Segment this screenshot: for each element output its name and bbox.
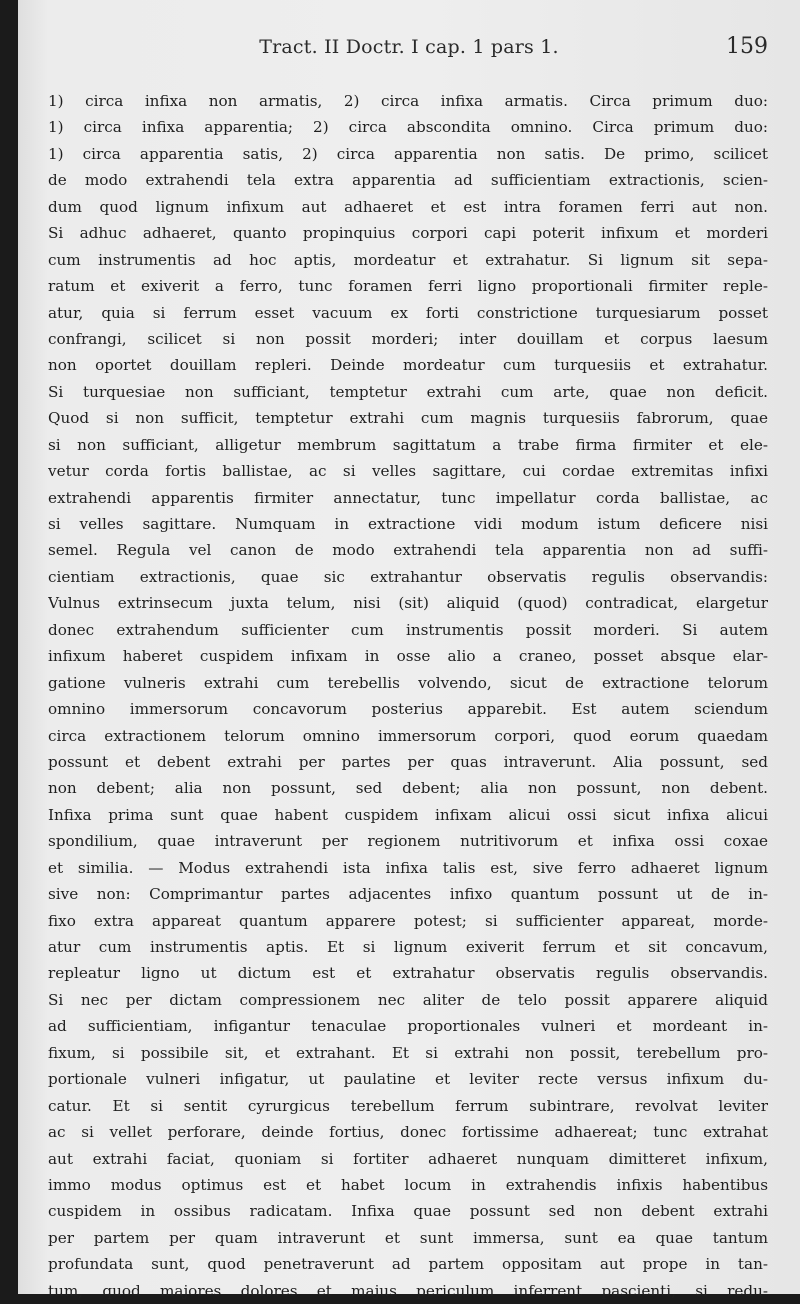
text-line: fixum, si possibile sit, et extrahant. Et si extrahi non possit, terebellum pro-: [48, 1043, 768, 1062]
text-line: profundata sunt, quod penetraverunt ad partem oppositam aut prope in tan-: [48, 1255, 768, 1274]
text-line: non debent; alia non possunt, sed debent; alia non possunt, non debent.: [48, 779, 768, 798]
text-line: fixo extra appareat quantum apparere potest; si sufficienter appareat, morde-: [48, 911, 768, 930]
text-line: extrahendi apparentis firmiter annectatur, tunc impellatur corda ballistae, ac: [48, 488, 768, 507]
text-line: infixum haberet cuspidem infixam in osse alio a craneo, posset absque elar-: [48, 647, 768, 666]
text-line: Si turquesiae non sufficiant, temptetur extrahi cum arte, quae non deficit.: [48, 382, 768, 401]
text-line: cuspidem in ossibus radicatam. Infixa quae possunt sed non debent extrahi: [48, 1202, 768, 1221]
text-line: portionale vulneri infigatur, ut paulatine et leviter recte versus infixum du-: [48, 1070, 768, 1089]
text-line: Quod si non sufficit, temptetur extrahi cum magnis turquesiis fabrorum, quae: [48, 409, 768, 428]
text-line: atur, quia si ferrum esset vacuum ex forti constrictione turquesiarum posset: [48, 303, 768, 322]
text-line: ac si vellet perforare, deinde fortius, donec fortissime adhaereat; tunc extrahat: [48, 1123, 768, 1142]
text-line: Si nec per dictam compressionem nec aliter de telo possit apparere aliquid: [48, 990, 768, 1009]
body-text: [48, 88, 768, 1304]
running-head: Tract. II Doctr. I cap. 1 pars 1.: [259, 36, 559, 58]
text-line: confrangi, scilicet si non possit morderi; inter douillam et corpus laesum: [48, 329, 768, 348]
text-line: ad sufficientiam, infigantur tenaculae proportionales vulneri et mordeant in-: [48, 1017, 768, 1036]
page-header: [18, 30, 800, 70]
text-line: 1) circa infixa apparentia; 2) circa abscondita omnino. Circa primum duo:: [48, 118, 768, 137]
text-line: catur. Et si sentit cyrurgicus terebellum ferrum subintrare, revolvat leviter: [48, 1096, 768, 1115]
text-line: si velles sagittare. Numquam in extractione vidi modum istum deficere nisi: [48, 515, 768, 533]
text-line: immo modus optimus est et habet locum in extrahendis infixis habentibus: [48, 1175, 768, 1194]
text-line: donec extrahendum sufficienter cum instrumentis possit morderi. Si autem: [48, 620, 768, 639]
text-line: Si adhuc adhaeret, quanto propinquius corpori capi poterit infixum et morderi: [48, 224, 768, 243]
text-line: cientiam extractionis, quae sic extrahantur observatis regulis observandis:: [48, 567, 768, 586]
text-line: vetur corda fortis ballistae, ac si velles sagittare, cui cordae extremitas infixi: [48, 462, 768, 481]
text-line: spondilium, quae intraverunt per regionem nutritivorum et infixa ossi coxae: [48, 832, 768, 851]
page-number: 159: [726, 34, 768, 59]
text-line: et similia. — Modus extrahendi ista infixa talis est, sive ferro adhaeret lignum: [48, 858, 768, 877]
text-line: possunt et debent extrahi per partes per quas intraverunt. Alia possunt, sed: [48, 752, 768, 771]
text-line: aut extrahi faciat, quoniam si fortiter adhaeret nunquam dimitteret infixum,: [48, 1149, 768, 1168]
text-line: 1) circa apparentia satis, 2) circa apparentia non satis. De primo, scilicet: [48, 144, 768, 163]
text-line: circa extractionem telorum omnino immersorum corpori, quod eorum quaedam: [48, 726, 768, 745]
text-line: Infixa prima sunt quae habent cuspidem infixam alicui ossi sicut infixa alicui: [48, 805, 768, 824]
text-line: tum, quod majores dolores et majus periculum inferrent pascienti, si redu-: [48, 1281, 768, 1300]
text-line: gatione vulneris extrahi cum terebellis volvendo, sicut de extractione telorum: [48, 673, 768, 692]
text-line: ratum et exiverit a ferro, tunc foramen ferri ligno proportionali firmiter reple-: [48, 277, 768, 296]
text-line: de modo extrahendi tela extra apparentia ad sufficientiam extractionis, scien-: [48, 171, 768, 190]
text-line: dum quod lignum infixum aut adhaeret et est intra foramen ferri aut non.: [48, 197, 768, 216]
text-line: sive non: Comprimantur partes adjacentes infixo quantum possunt ut de in-: [48, 885, 768, 904]
text-line: repleatur ligno ut dictum est et extrahatur observatis regulis observandis.: [48, 964, 768, 983]
text-line: 1) circa infixa non armatis, 2) circa infixa armatis. Circa primum duo:: [48, 92, 768, 110]
text-line: non oportet douillam repleri. Deinde mordeatur cum turquesiis et extrahatur.: [48, 356, 768, 375]
text-line: atur cum instrumentis aptis. Et si lignum exiverit ferrum et sit concavum,: [48, 938, 768, 956]
book-page: [18, 0, 800, 1300]
text-line: Vulnus extrinsecum juxta telum, nisi (sit) aliquid (quod) contradicat, elargetur: [48, 594, 768, 613]
text-line: si non sufficiant, alligetur membrum sagittatum a trabe firma firmiter et ele-: [48, 435, 768, 454]
text-line: semel. Regula vel canon de modo extrahendi tela apparentia non ad suffi-: [48, 541, 768, 560]
text-line: omnino immersorum concavorum posterius apparebit. Est autem sciendum: [48, 700, 768, 719]
text-line: cum instrumentis ad hoc aptis, mordeatur et extrahatur. Si lignum sit sepa-: [48, 250, 768, 269]
text-line: per partem per quam intraverunt et sunt immersa, sunt ea quae tantum: [48, 1228, 768, 1247]
